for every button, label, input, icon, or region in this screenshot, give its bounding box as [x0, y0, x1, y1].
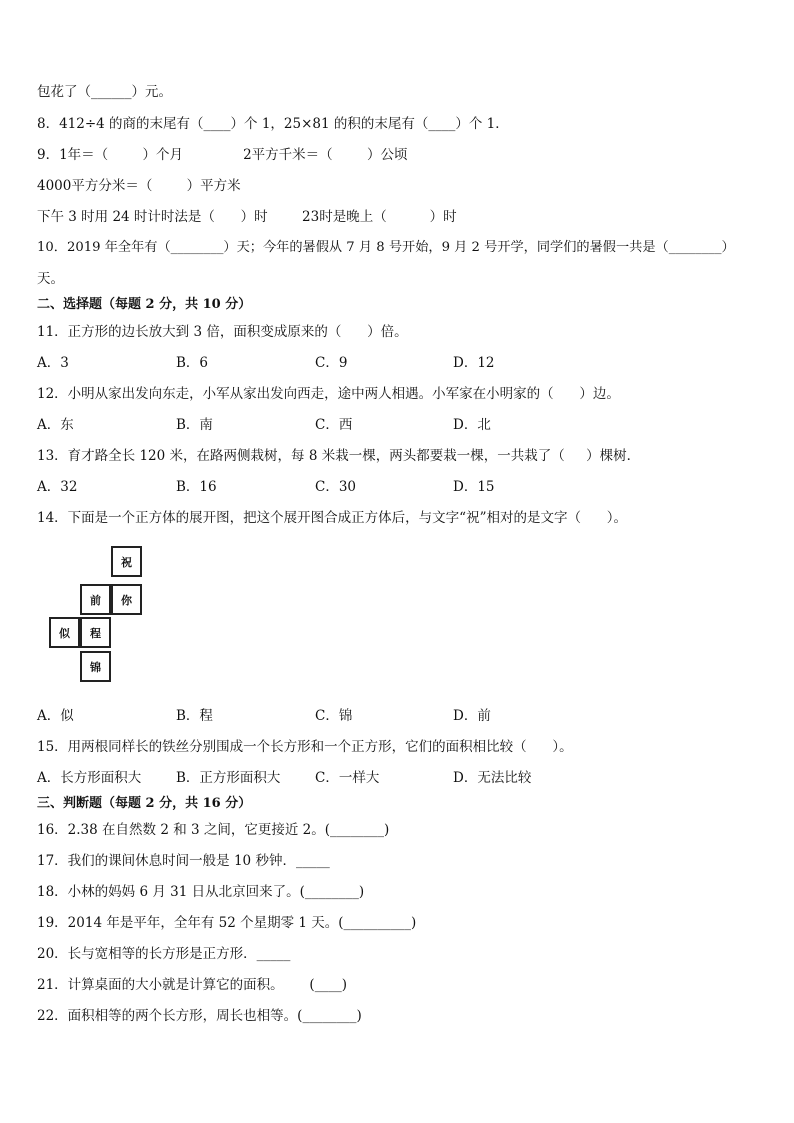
q7-continuation: 包花了（______）元。 [37, 84, 172, 100]
section-heading-choice: 二、选择题（每题 2 分，共 10 分） [37, 297, 252, 312]
question-13: 13．育才路全长 120 米，在路两侧栽树，每 8 米栽一棵，两头都要栽一棵，一共栽了（ ）棵树． [37, 448, 641, 464]
question-9-line-1: 9．1年＝（ ）个月 2平方千米＝（ ）公顷 [37, 147, 408, 163]
q11-option-c: C．9 [315, 355, 348, 371]
cube-net-figure [46, 546, 158, 686]
question-11: 11．正方形的边长放大到 3 倍，面积变成原来的（ ）倍。 [37, 324, 408, 340]
question-9-line-2: 4000平方分米＝（ ）平方米 [37, 178, 241, 194]
q13-option-c: C．30 [315, 479, 357, 495]
q15-option-c: C．一样大 [315, 770, 380, 786]
question-14: 14．下面是一个正方体的展开图，把这个展开图合成正方体后，与文字“祝”相对的是文字（ ）。 [37, 510, 627, 526]
net-cell-cheng: 程 [80, 617, 111, 648]
q12-option-c: C．西 [315, 417, 353, 433]
net-cell-si: 似 [49, 617, 80, 648]
q14-option-c: C．锦 [315, 708, 353, 724]
section-heading-judgment: 三、判断题（每题 2 分，共 16 分） [37, 796, 252, 811]
q13-option-d: D．15 [453, 479, 495, 495]
question-12: 12．小明从家出发向东走，小军从家出发向西走，途中两人相遇。小军家在小明家的（ ）边。 [37, 386, 620, 402]
question-16: 16．2.38 在自然数 2 和 3 之间，它更接近 2。(________) [37, 822, 390, 838]
question-15: 15．用两根同样长的铁丝分别围成一个长方形和一个正方形，它们的面积相比较（ ）。 [37, 739, 573, 755]
net-cell-ni: 你 [111, 584, 142, 615]
q15-option-d: D．无法比较 [453, 770, 532, 786]
q13-option-b: B．16 [176, 479, 217, 495]
question-18: 18．小林的妈妈 6 月 31 日从北京回来了。(________) [37, 884, 365, 900]
q12-option-a: A．东 [37, 417, 74, 433]
question-17: 17．我们的课间休息时间一般是 10 秒钟．_____ [37, 853, 330, 869]
q14-option-a: A．似 [37, 708, 74, 724]
question-22: 22．面积相等的两个长方形，周长也相等。(________) [37, 1008, 362, 1024]
question-21: 21．计算桌面的大小就是计算它的面积。 (____) [37, 977, 347, 993]
q15-option-b: B．正方形面积大 [176, 770, 281, 786]
net-cell-jin: 锦 [80, 651, 111, 682]
q12-option-d: D．北 [453, 417, 491, 433]
q11-option-a: A．3 [37, 355, 69, 371]
q15-option-a: A．长方形面积大 [37, 770, 142, 786]
q13-option-a: A．32 [37, 479, 78, 495]
question-10: 10．2019 年全年有（________）天；今年的暑假从 7 月 8 号开始，9 月 2 号开学，同学们的暑假一共是（________） [37, 240, 735, 255]
question-8: 8．412÷4 的商的末尾有（____）个 1，25×81 的积的末尾有（____）个 1． [37, 116, 509, 132]
net-cell-zhu: 祝 [111, 546, 142, 577]
q14-option-d: D．前 [453, 708, 491, 724]
q11-option-d: D．12 [453, 355, 495, 371]
q12-option-b: B．南 [176, 417, 213, 433]
net-cell-qian: 前 [80, 584, 111, 615]
q11-option-b: B．6 [176, 355, 209, 371]
q14-option-b: B．程 [176, 708, 213, 724]
question-9-line-3: 下午 3 时用 24 时计时法是（ ）时 23时是晚上（ ）时 [37, 209, 457, 225]
question-10-continuation: 天。 [37, 271, 64, 287]
question-19: 19．2014 年是平年，全年有 52 个星期零 1 天。(__________) [37, 915, 417, 931]
question-20: 20．长与宽相等的长方形是正方形．_____ [37, 946, 291, 962]
